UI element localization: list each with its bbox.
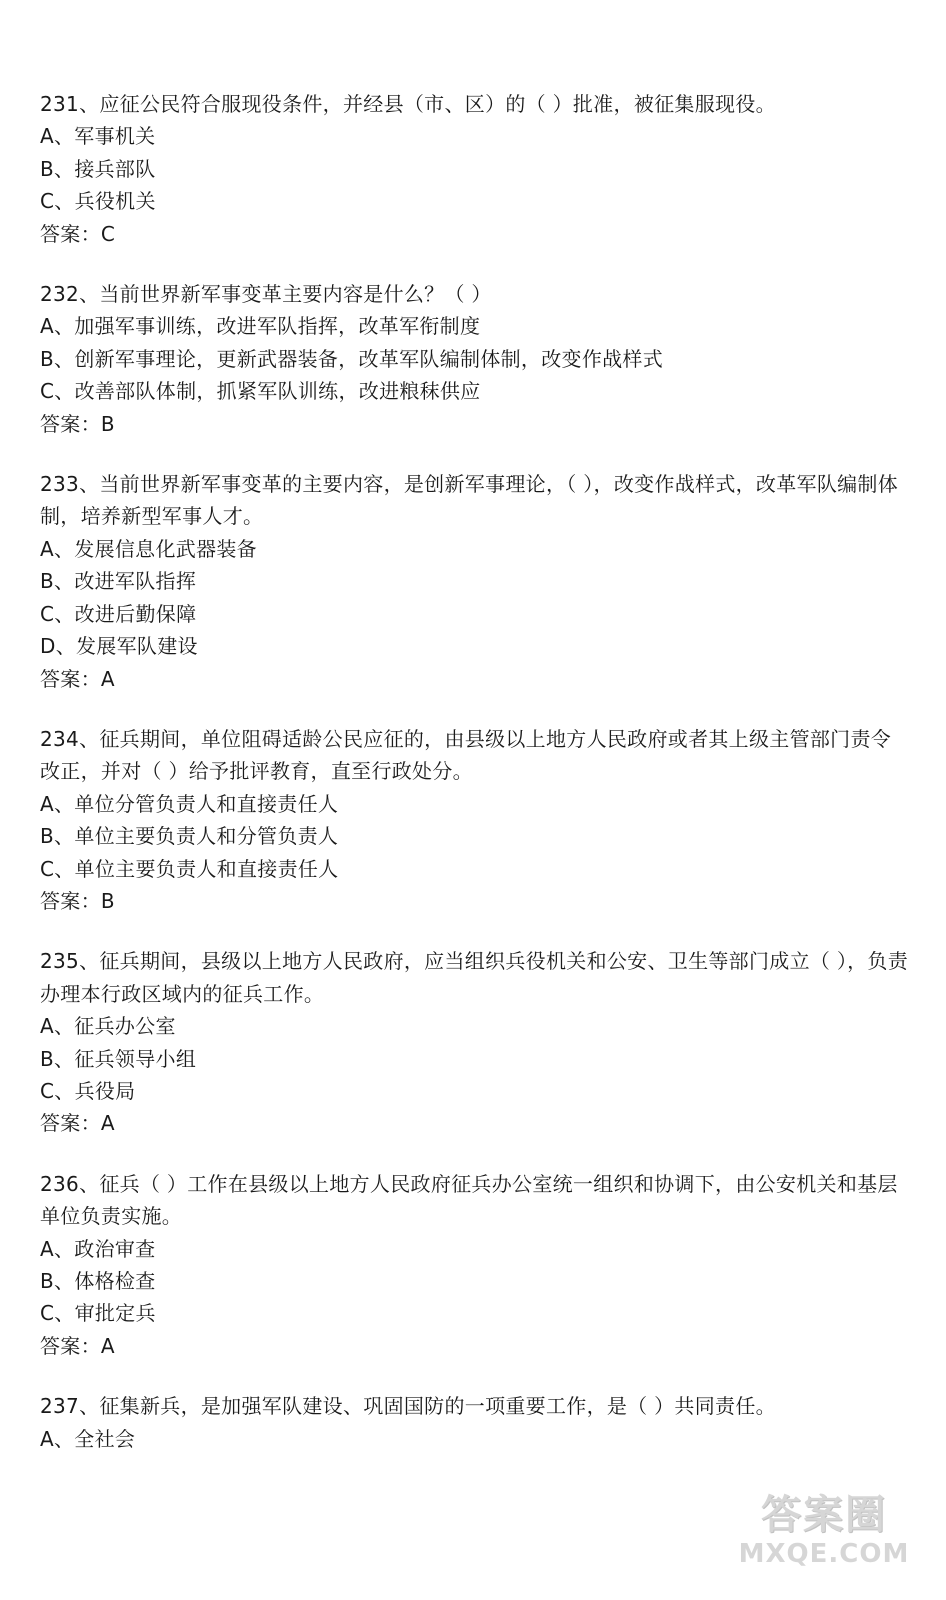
option-c: C、单位主要负责人和直接责任人 (40, 856, 339, 881)
option-c: C、审批定兵 (40, 1301, 156, 1326)
option-a: A、政治审查 (40, 1236, 156, 1261)
option-b: B、创新军事理论，更新武器装备，改革军队编制体制，改变作战样式 (40, 346, 664, 371)
option-b: B、征兵领导小组 (40, 1046, 197, 1071)
answer-line: 答案：B (40, 411, 115, 436)
option-a: A、征兵办公室 (40, 1014, 176, 1039)
question-232 (40, 278, 910, 440)
question-stem: 235、征兵期间，县级以上地方人民政府，应当组织兵役机关和公安、卫生等部门成立（ ），负责办理本行政区域内的征兵工作。 (40, 949, 909, 1006)
question-stem: 231、应征公民符合服现役条件，并经县（市、区）的（ ）批准，被征集服现役。 (40, 92, 776, 116)
option-c: C、兵役局 (40, 1078, 136, 1103)
option-a: A、加强军事训练，改进军队指挥，改革军衔制度 (40, 314, 481, 339)
question-stem: 233、当前世界新军事变革的主要内容，是创新军事理论，（ ），改变作战样式，改革军队编制体制，培养新型军事人才。 (40, 472, 899, 529)
answer-line: 答案：B (40, 888, 115, 913)
question-document (40, 88, 910, 1483)
option-d: D、发展军队建设 (40, 634, 198, 659)
option-b: B、体格检查 (40, 1269, 156, 1293)
answer-line: 答案：A (40, 666, 115, 691)
question-stem: 234、征兵期间，单位阻碍适龄公民应征的，由县级以上地方人民政府或者其上级主管部门责令改正，并对（ ）给予批评教育，直至行政处分。 (40, 726, 892, 784)
question-234 (40, 723, 910, 917)
option-b: B、改进军队指挥 (40, 569, 197, 594)
option-a: A、单位分管负责人和直接责任人 (40, 791, 339, 816)
watermark-url: MXQE.COM (738, 1539, 910, 1569)
answer-line: 答案：C (40, 221, 116, 246)
question-stem: 236、征兵（ ）工作在县级以上地方人民政府征兵办公室统一组织和协调下，由公安机关和基层单位负责实施。 (40, 1171, 898, 1229)
option-a: A、军事机关 (40, 124, 156, 149)
answer-line: 答案：A (40, 1111, 115, 1136)
question-235 (40, 945, 910, 1139)
option-b: B、单位主要负责人和分管负责人 (40, 824, 339, 849)
question-231 (40, 88, 910, 250)
question-stem: 237、征集新兵，是加强军队建设、巩固国防的一项重要工作，是（ ）共同责任。 (40, 1394, 776, 1419)
option-a: A、发展信息化武器装备 (40, 536, 257, 561)
option-c: C、改进后勤保障 (40, 601, 197, 626)
question-236 (40, 1168, 910, 1362)
question-stem: 232、当前世界新军事变革主要内容是什么？（ ） (40, 282, 492, 307)
question-237 (40, 1390, 910, 1455)
option-c: C、兵役机关 (40, 189, 156, 214)
watermark-title: 答案圈 (761, 1492, 887, 1538)
site-watermark (724, 1492, 924, 1584)
option-c: C、改善部队体制，抓紧军队训练，改进粮秣供应 (40, 379, 481, 404)
question-233 (40, 468, 910, 695)
option-b: B、接兵部队 (40, 156, 156, 181)
answer-line: 答案：A (40, 1333, 115, 1358)
option-a: A、全社会 (40, 1426, 136, 1451)
